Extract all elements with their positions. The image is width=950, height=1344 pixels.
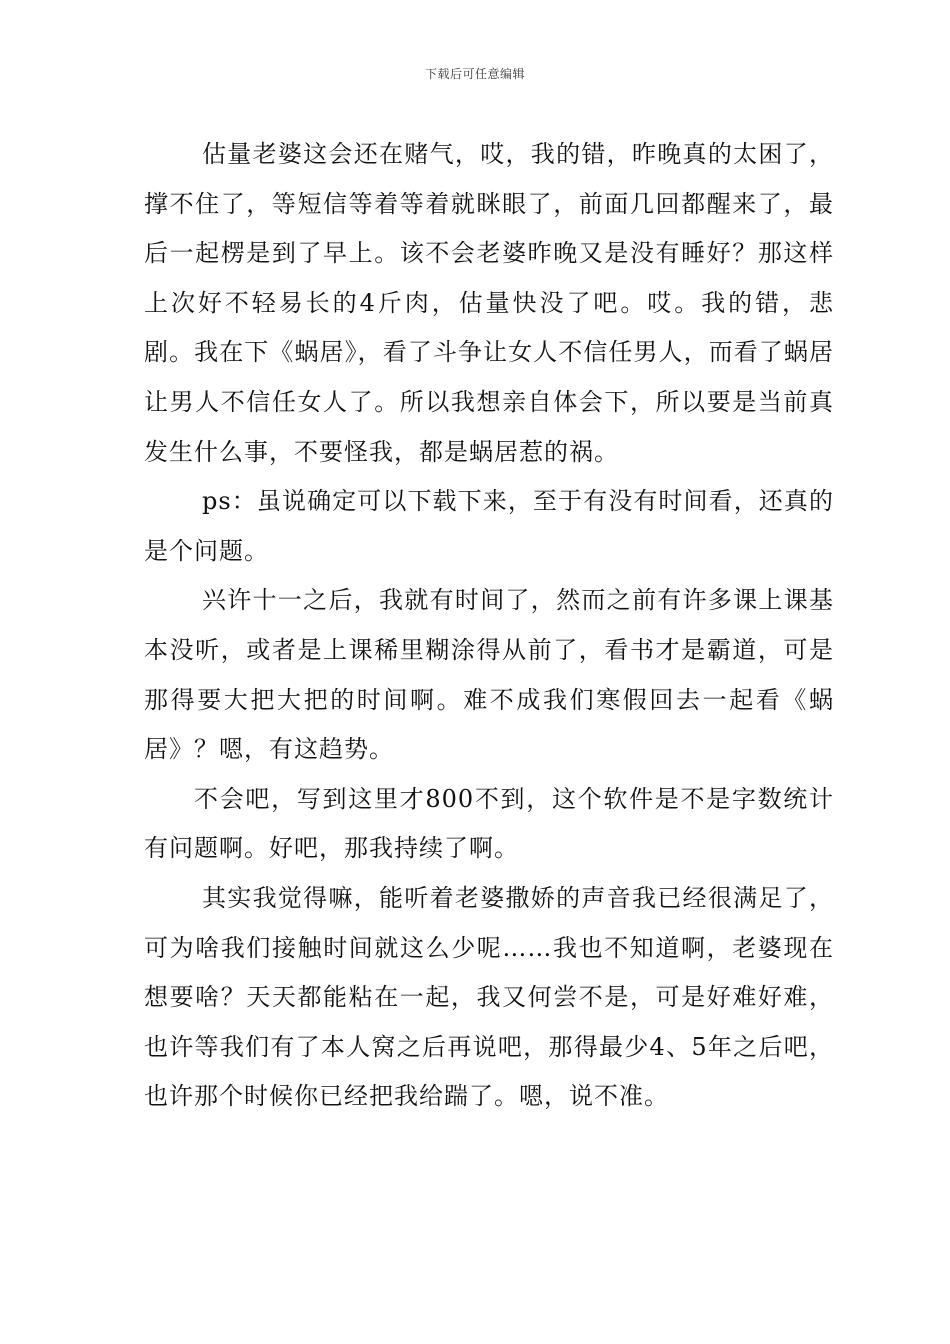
paragraph-3: 兴许十一之后，我就有时间了，然而之前有许多课上课基本没听，或者是上课稀里糊涂得从前了，看书才是霸道，可是那得要大把大把的时间啊。难不成我们寒假回去一起看《蜗居》？嗯，有这趋势。 bbox=[144, 586, 834, 764]
document-body bbox=[144, 130, 834, 1122]
paragraph-1: 估量老婆这会还在赌气，哎，我的错，昨晚真的太困了，撑不住了，等短信等着等着就眯眼了，前面几回都醒来了，最后一起楞是到了早上。该不会老婆昨晚又是没有睡好？那这样上次好不轻易长的4斤肉，估量快没了吧。哎。我的错，悲剧。我在下《蜗居》，看了斗争让女人不信任男人，而看了蜗居让男人不信任女人了。所以我想亲自体会下，所以要是当前真发生什么事，不要怪我，都是蜗居惹的祸。 bbox=[144, 140, 834, 466]
paragraph-4: 不会吧，写到这里才800不到，这个软件是不是字数统计有问题啊。好吧，那我持续了啊。 bbox=[144, 784, 834, 863]
paragraph-2: ps：虽说确定可以下载下来，至于有没有时间看，还真的是个问题。 bbox=[144, 487, 834, 565]
paragraph-5: 其实我觉得嘛，能听着老婆撒娇的声音我已经很满足了，可为啥我们接触时间就这么少呢……我也不知道啊，老婆现在想要啥？天天都能粘在一起，我又何尝不是，可是好难好难，也许等我们有了本人窝之后再说吧，那得最少4、5年之后吧，也许那个时候你已经把我给踹了。嗯，说不准。 bbox=[144, 883, 834, 1111]
page-header: 下载后可任意编辑 bbox=[424, 67, 525, 81]
